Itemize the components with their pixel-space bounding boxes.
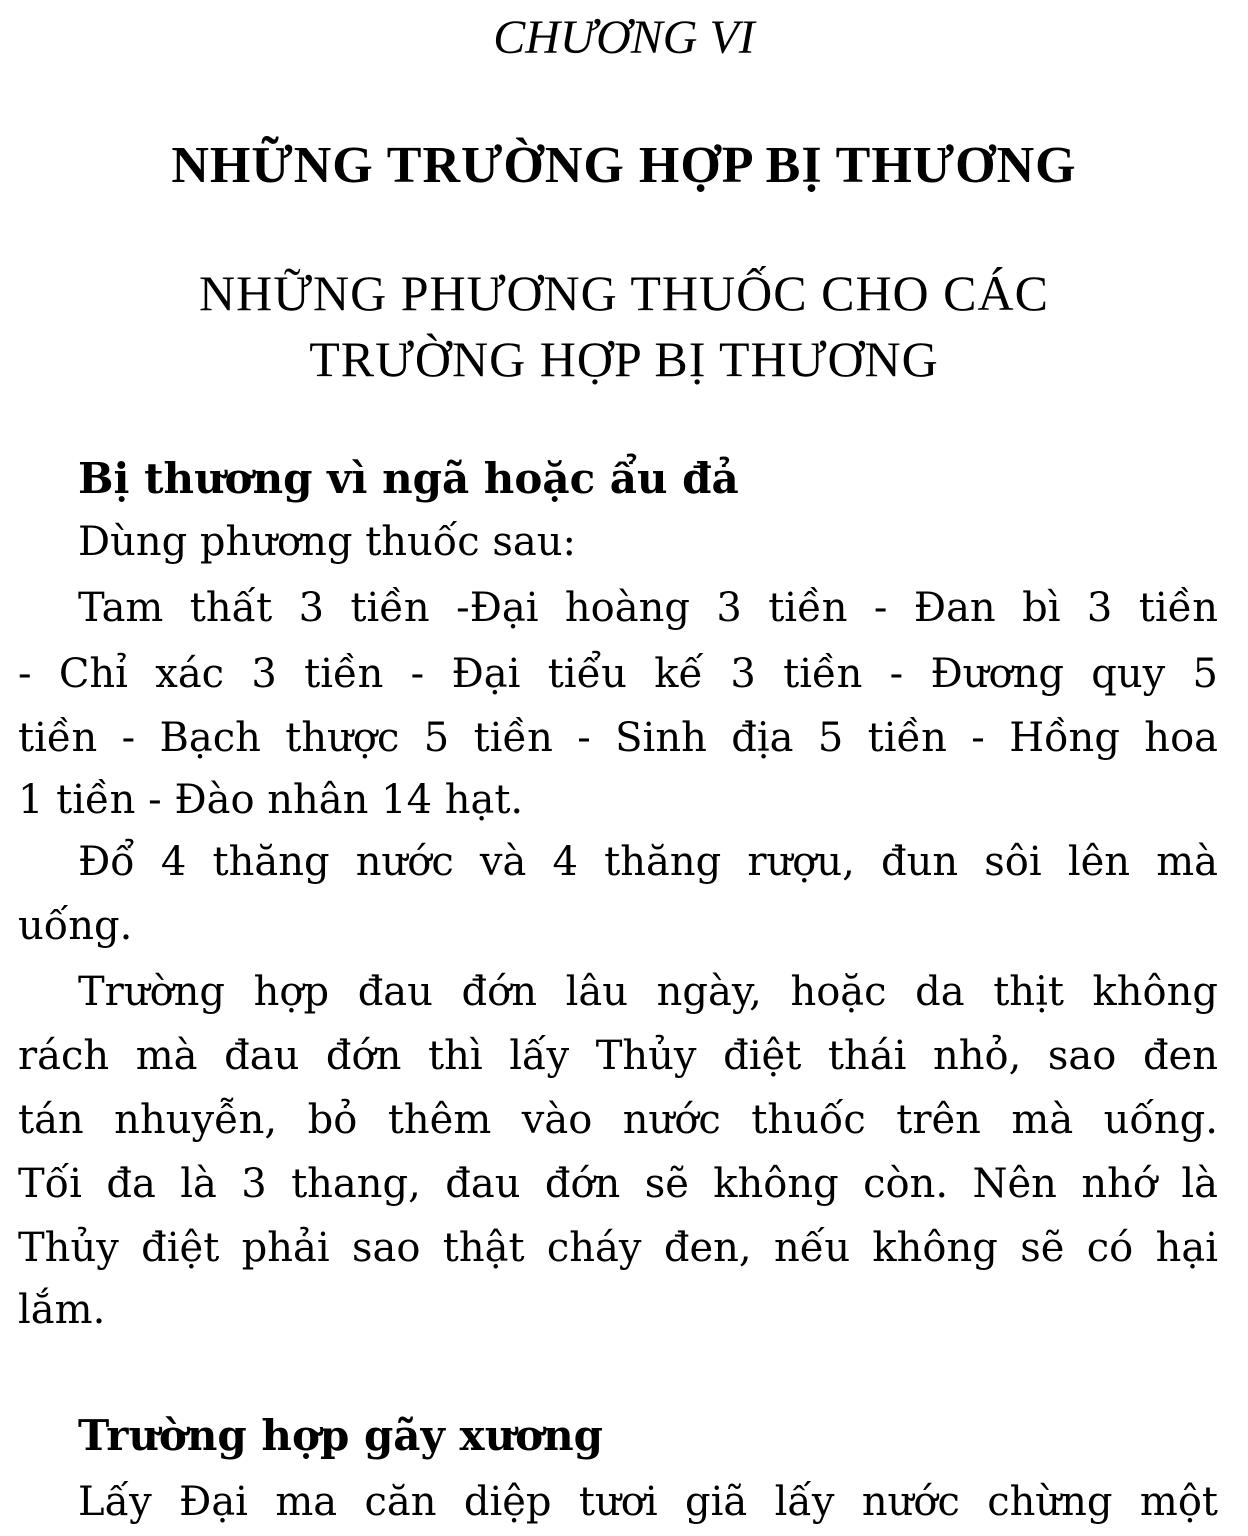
paragraph-line: Lấy Đại ma căn diệp tươi giã lấy nước chừng một	[78, 1479, 1218, 1525]
paragraph-line: Tam thất 3 tiền -Đại hoàng 3 tiền - Đan bì 3 tiền	[78, 585, 1218, 631]
paragraph-line: Tối đa là 3 thang, đau đớn sẽ không còn. Nên nhớ là	[18, 1161, 1218, 1207]
subtitle-line-1: NHỮNG PHƯƠNG THUỐC CHO CÁC	[199, 265, 1049, 321]
paragraph-line: lắm.	[18, 1287, 106, 1333]
paragraph-line: - Chỉ xác 3 tiền - Đại tiểu kế 3 tiền - Đương quy 5	[18, 651, 1218, 697]
section-heading-injury: Bị thương vì ngã hoặc ẩu đả	[78, 454, 739, 503]
paragraph-line: Dùng phương thuốc sau:	[78, 519, 577, 565]
paragraph-line: tiền - Bạch thược 5 tiền - Sinh địa 5 tiền - Hồng hoa	[18, 715, 1218, 761]
paragraph-line: tán nhuyễn, bỏ thêm vào nước thuốc trên mà uống.	[18, 1097, 1218, 1143]
paragraph-line: 1 tiền - Đào nhân 14 hạt.	[18, 777, 524, 823]
section-heading-fracture: Trường hợp gãy xương	[78, 1411, 604, 1460]
paragraph-line: uống.	[18, 903, 133, 949]
paragraph-line: rách mà đau đớn thì lấy Thủy điệt thái nhỏ, sao đen	[18, 1033, 1218, 1079]
paragraph-line: Thủy điệt phải sao thật cháy đen, nếu không sẽ có hại	[18, 1225, 1218, 1271]
paragraph-line: Trường hợp đau đớn lâu ngày, hoặc da thịt không	[78, 969, 1218, 1015]
subtitle-line-2: TRƯỜNG HỢP BỊ THƯƠNG	[309, 331, 939, 387]
paragraph-line: Đổ 4 thăng nước và 4 thăng rượu, đun sôi lên mà	[78, 839, 1218, 885]
chapter-label: CHƯƠNG VI	[493, 11, 755, 64]
chapter-title: NHỮNG TRƯỜNG HỢP BỊ THƯƠNG	[171, 137, 1077, 194]
